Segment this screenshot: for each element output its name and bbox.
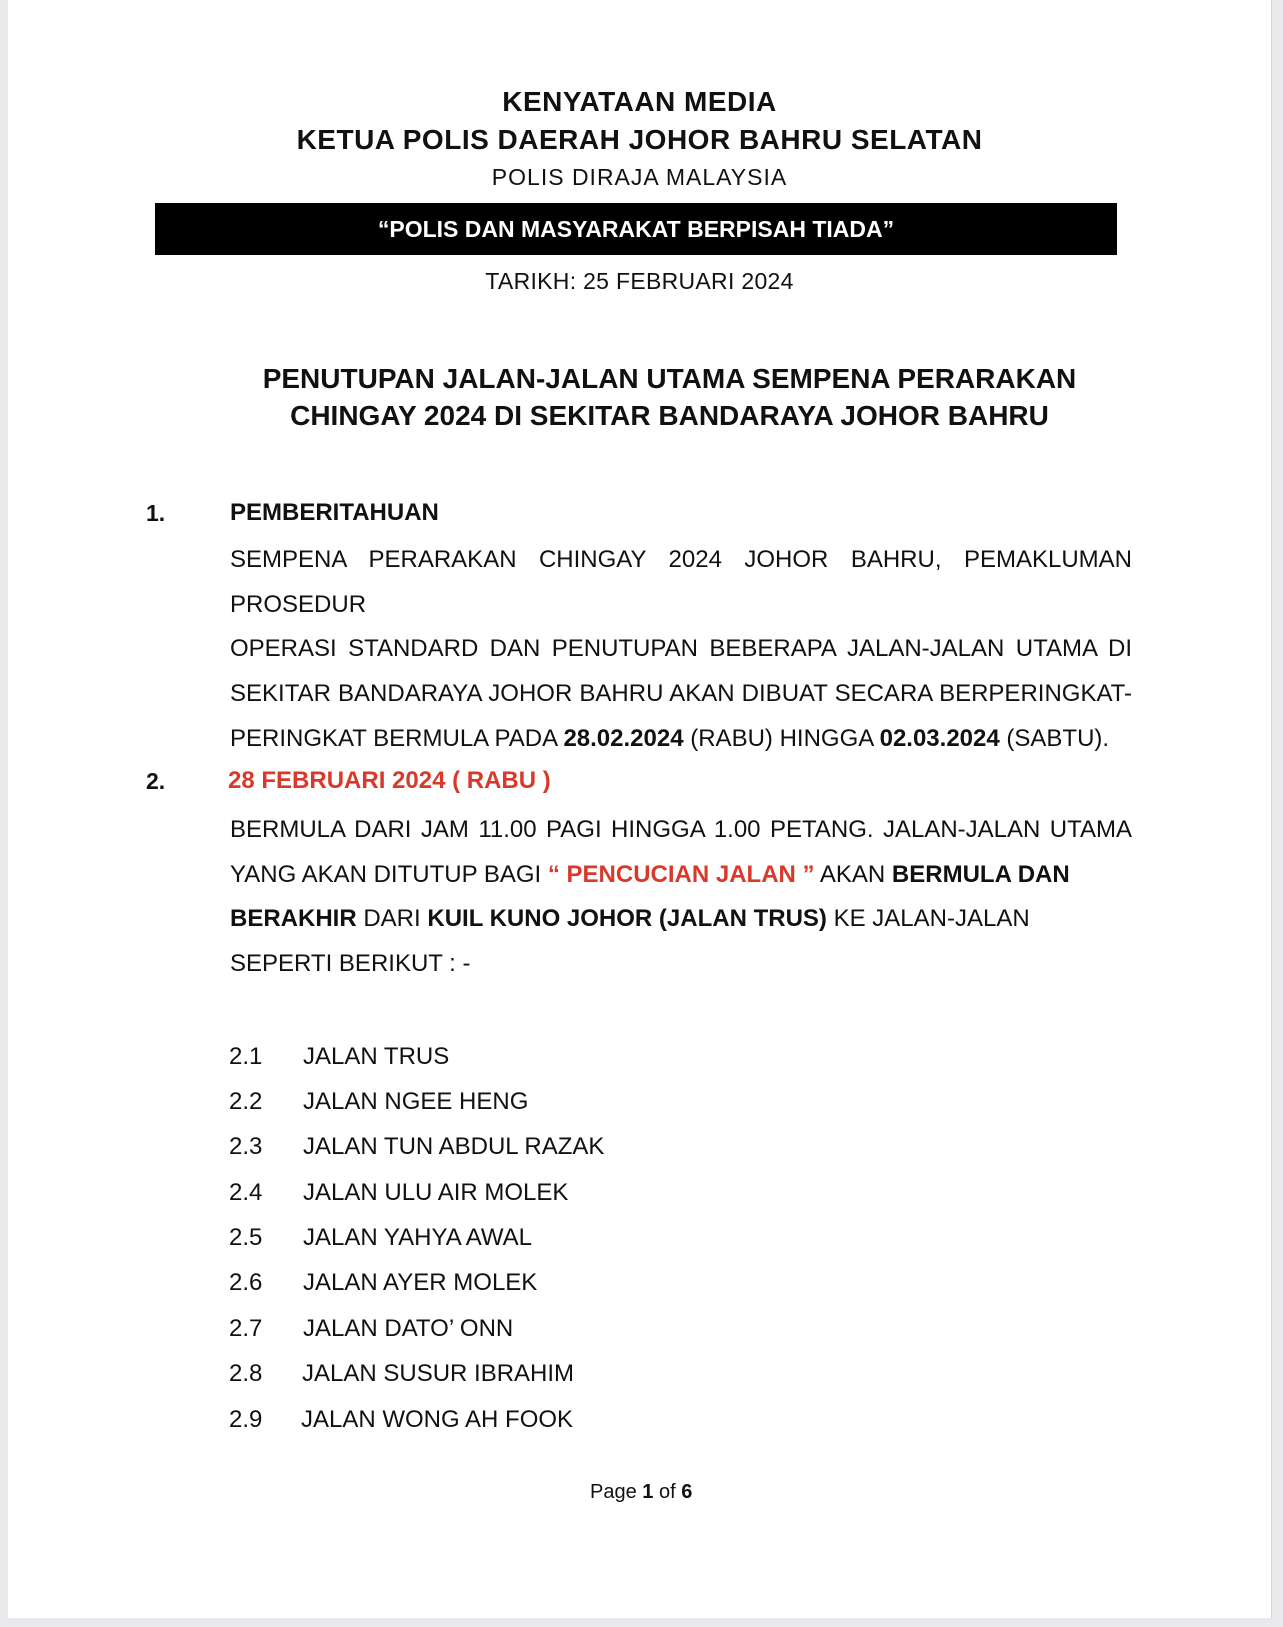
list-item: 2.7 JALAN DATO’ ONN bbox=[229, 1315, 514, 1342]
section-2-line-4: SEPERTI BERIKUT : - bbox=[230, 950, 471, 978]
list-item: 2.3 JALAN TUN ABDUL RAZAK bbox=[229, 1133, 605, 1160]
end-date: 02.03.2024 bbox=[879, 724, 1000, 752]
organization-name: POLIS DIRAJA MALAYSIA bbox=[491, 164, 788, 190]
section-1-line-4: PERINGKAT BERMULA PADA 28.02.2024 (RABU) HINGGA 02.03.2024 (SABTU). bbox=[230, 724, 1110, 752]
page-number: Page 1 of 6 bbox=[590, 1481, 693, 1503]
section-2-line-1: BERMULA DARI JAM 11.00 PAGI HINGGA 1.00 PETANG. JALAN-JALAN UTAMA bbox=[230, 816, 1132, 843]
subject-line-2: CHINGAY 2024 DI SEKITAR BANDARAYA JOHOR BAHRU bbox=[290, 400, 1049, 431]
list-item: 2.2 JALAN NGEE HENG bbox=[229, 1088, 529, 1115]
section-1-line-3: SEKITAR BANDARAYA JOHOR BAHRU AKAN DIBUAT SECARA BERPERINGKAT- bbox=[230, 680, 1132, 708]
title-line-2: KETUA POLIS DAERAH JOHOR BAHRU SELATAN bbox=[296, 124, 983, 155]
list-item: 2.9 JALAN WONG AH FOOK bbox=[229, 1406, 574, 1433]
section-2-paragraph bbox=[230, 808, 1132, 987]
list-item: 2.6 JALAN AYER MOLEK bbox=[229, 1269, 538, 1296]
subject-line-1: PENUTUPAN JALAN-JALAN UTAMA SEMPENA PERARAKAN bbox=[262, 363, 1077, 394]
section-1-line-1: SEMPENA PERARAKAN CHINGAY 2024 JOHOR BAHRU, PEMAKLUMAN PROSEDUR bbox=[230, 546, 1132, 618]
section-2-line-3: BERAKHIR DARI KUIL KUNO JOHOR (JALAN TRUS) KE JALAN-JALAN bbox=[230, 905, 1030, 933]
road-cleaning-label: “ PENCUCIAN JALAN ” bbox=[547, 860, 815, 888]
document-page bbox=[8, 0, 1272, 1618]
section-1-line-2: OPERASI STANDARD DAN PENUTUPAN BEBERAPA JALAN-JALAN UTAMA DI bbox=[230, 635, 1132, 663]
section-2-number: 2. bbox=[146, 768, 166, 794]
section-1-paragraph bbox=[230, 538, 1132, 762]
list-item: 2.5 JALAN YAHYA AWAL bbox=[229, 1224, 532, 1251]
list-item: 2.1 JALAN TRUS bbox=[229, 1043, 450, 1070]
title-line-1: KENYATAAN MEDIA bbox=[502, 86, 777, 117]
statement-date: TARIKH: 25 FEBRUARI 2024 bbox=[485, 268, 794, 294]
motto-banner: “POLIS DAN MASYARAKAT BERPISAH TIADA” bbox=[155, 203, 1117, 255]
section-2-line-2: YANG AKAN DITUTUP BAGI “ PENCUCIAN JALAN ” AKAN BERMULA DAN bbox=[230, 860, 1070, 888]
list-item: 2.4 JALAN ULU AIR MOLEK bbox=[229, 1179, 569, 1206]
section-1-heading: PEMBERITAHUAN bbox=[230, 499, 439, 526]
section-2-heading: 28 FEBRUARI 2024 ( RABU ) bbox=[228, 767, 551, 794]
list-item: 2.8 JALAN SUSUR IBRAHIM bbox=[229, 1360, 575, 1387]
start-date: 28.02.2024 bbox=[563, 724, 684, 752]
start-location: KUIL KUNO JOHOR (JALAN TRUS) bbox=[427, 905, 827, 933]
section-1-number: 1. bbox=[146, 500, 166, 526]
